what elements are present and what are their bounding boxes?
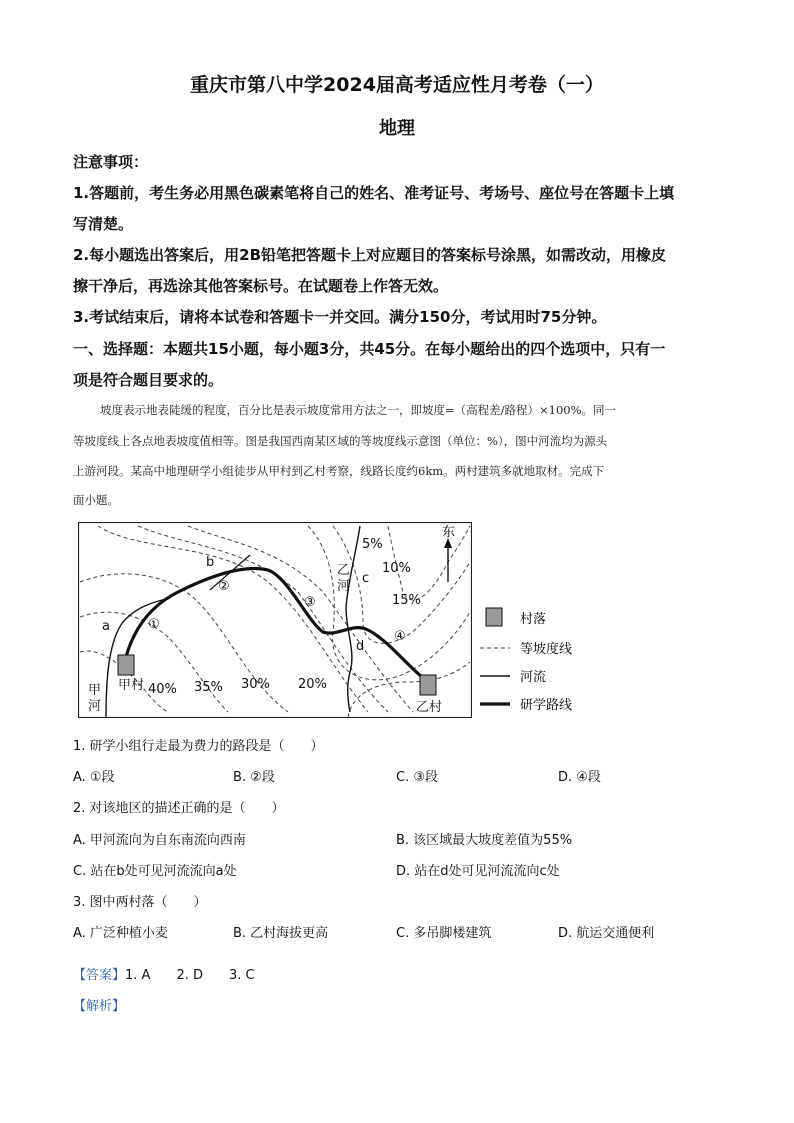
passage-line-3: 上游河段。某高中地理研学小组徒步从甲村到乙村考察，线路长度约6km。两村建筑多就地取材。完成下 [73, 464, 605, 478]
legend-river-label: 河流 [520, 670, 547, 685]
answer-line [73, 964, 255, 983]
q3-option-b: B. 乙村海拔更高 [233, 926, 329, 941]
village-jia [118, 655, 134, 675]
note-line-2: 写清楚。 [73, 215, 134, 233]
legend-village-symbol [486, 608, 502, 626]
passage-line-1: 坡度表示地表陡缓的程度，百分比是表示坡度常用方法之一，即坡度=（高程差/路程）×100%。同一 [100, 403, 617, 417]
label-a: a [102, 619, 110, 634]
label-d: d [356, 639, 365, 654]
q2-option-c: C. 站在b处可见河流流向a处 [73, 864, 237, 879]
label-river-yi-2: 河 [337, 579, 351, 594]
q2-option-a: A. 甲河流向为自东南流向西南 [73, 833, 246, 848]
label-village-yi: 乙村 [416, 700, 443, 715]
q2-option-b: B. 该区域最大坡度差值为55% [396, 833, 573, 848]
question-1-stem: 1. 研学小组行走最为费力的路段是（ ） [73, 739, 324, 754]
slope-contour-map [78, 522, 472, 718]
map-legend [480, 600, 610, 720]
label-15: 15% [392, 593, 421, 608]
label-river-jia-1: 甲 [88, 683, 102, 698]
answer-values: 1. A 2. D 3. C [125, 968, 255, 983]
label-10: 10% [382, 561, 411, 576]
label-river-yi-1: 乙 [337, 563, 351, 578]
village-yi [420, 675, 436, 695]
legend-route-label: 研学路线 [520, 698, 573, 713]
label-seg4: ④ [394, 629, 406, 644]
note-line-5: 3.考试结束后，请将本试卷和答题卡一并交回。满分150分，考试用时75分钟。 [73, 308, 607, 326]
label-35: 35% [194, 680, 223, 695]
passage-line-4: 面小题。 [73, 493, 119, 507]
label-b: b [206, 555, 215, 570]
label-river-jia-2: 河 [88, 699, 102, 714]
analysis-label: 【解析】 [73, 999, 126, 1014]
legend-village-label: 村落 [520, 612, 547, 627]
label-village-jia: 甲村 [118, 678, 145, 693]
q1-option-b: B. ②段 [233, 770, 275, 785]
q3-option-c: C. 多吊脚楼建筑 [396, 926, 492, 941]
question-3-stem: 3. 图中两村落（ ） [73, 895, 207, 910]
q3-option-a: A. 广泛种植小麦 [73, 926, 168, 941]
label-40: 40% [148, 682, 177, 697]
q2-option-d: D. 站在d处可见河流流向c处 [396, 864, 560, 879]
note-line-3: 2.每小题选出答案后，用2B铅笔把答题卡上对应题目的答案标号涂黑，如需改动，用橡皮 [73, 246, 667, 264]
note-line-1: 1.答题前，考生务必用黑色碳素笔将自己的姓名、准考证号、考场号、座位号在答题卡上填 [73, 184, 675, 202]
legend-contour-label: 等坡度线 [520, 642, 573, 657]
passage-line-2: 等坡度线上各点地表坡度值相等。图是我国西南某区域的等坡度线示意图（单位：%），图中河流均为源头 [73, 434, 608, 448]
east-label: 东 [442, 525, 456, 540]
label-c: c [362, 571, 370, 586]
label-seg2: ② [218, 579, 230, 594]
answer-label: 【答案】 [73, 968, 126, 983]
note-line-4: 擦干净后，再选涂其他答案标号。在试题卷上作答无效。 [73, 277, 449, 295]
label-20: 20% [298, 677, 327, 692]
exam-title: 重庆市第八中学2024届高考适应性月考卷（一） [190, 74, 604, 96]
q1-option-d: D. ④段 [558, 770, 601, 785]
question-2-stem: 2. 对该地区的描述正确的是（ ） [73, 801, 285, 816]
label-30: 30% [241, 677, 270, 692]
section-heading-2: 项是符合题目要求的。 [73, 371, 224, 389]
q1-option-a: A. ①段 [73, 770, 115, 785]
q1-option-c: C. ③段 [396, 770, 438, 785]
section-heading-1: 一、选择题：本题共15小题，每小题3分，共45分。在每小题给出的四个选项中，只有一 [73, 340, 666, 358]
q3-option-d: D. 航运交通便利 [558, 926, 655, 941]
notes-heading: 注意事项： [73, 153, 149, 171]
label-5: 5% [362, 537, 383, 552]
label-seg1: ① [148, 617, 160, 632]
label-seg3: ③ [304, 595, 316, 610]
subject-title: 地理 [379, 118, 415, 139]
